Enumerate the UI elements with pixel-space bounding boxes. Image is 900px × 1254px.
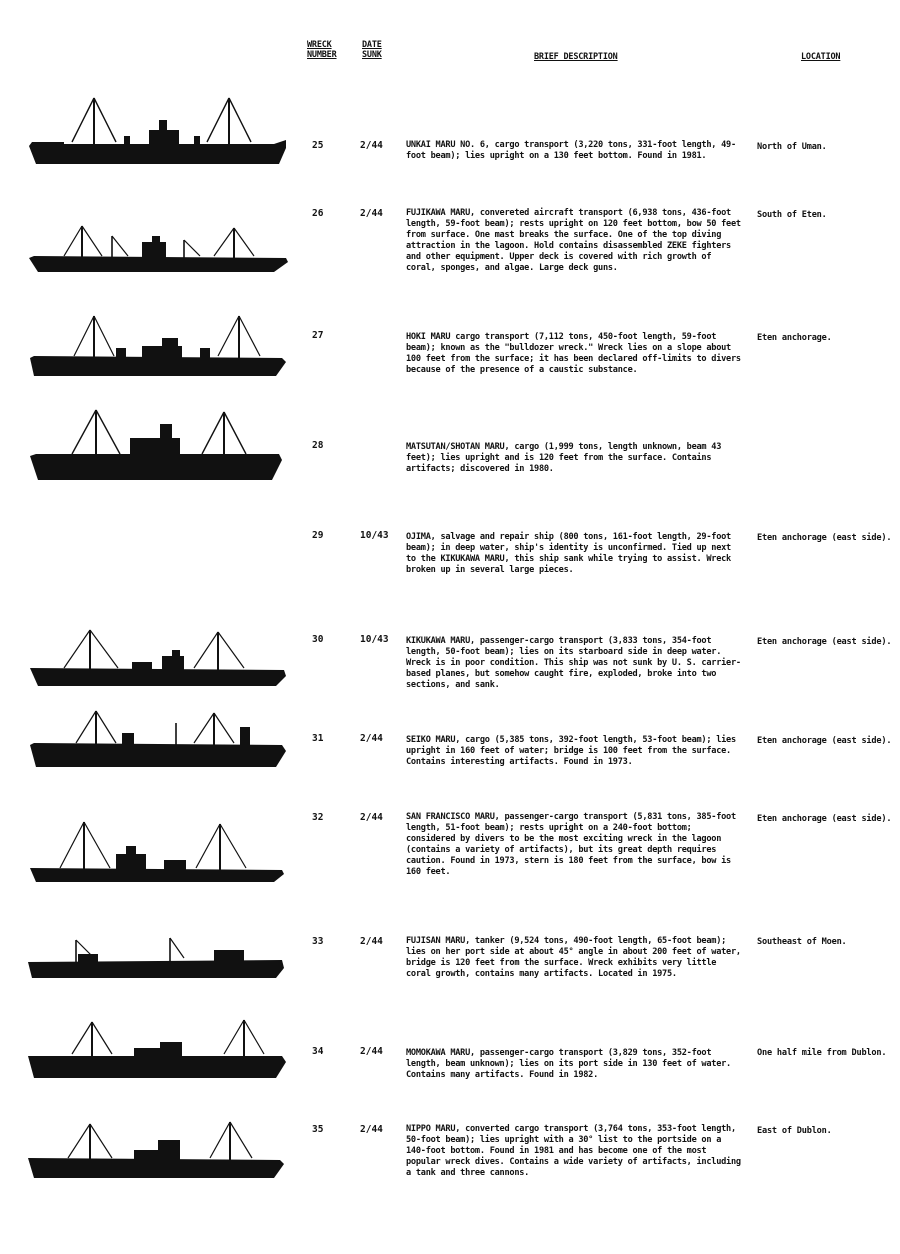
wreck-location: Eten anchorage (east side).: [757, 637, 892, 647]
wreck-number: 31: [312, 733, 324, 744]
wreck-location: Eten anchorage (east side).: [757, 533, 892, 543]
brief-description-header: BRIEF DESCRIPTION: [534, 52, 618, 62]
wreck-description: HOKI MARU cargo transport (7,112 tons, 450-foot length, 59-foot beam); known as the "bulldozer wreck." Wreck lies on a slope about 100 feet from the surface; it has been declared off-limits to divers because of the presence of a caustic substance.: [406, 332, 741, 375]
wreck-number: 34: [312, 1046, 324, 1057]
passenger-cargo-ship-silhouette-icon: [24, 622, 294, 712]
wreck-number: 35: [312, 1124, 324, 1135]
wreck-location: One half mile from Dublon.: [757, 1048, 887, 1058]
wreck-location: South of Eten.: [757, 210, 827, 220]
wreck-description: NIPPO MARU, converted cargo transport (3,764 tons, 353-foot length, 50-foot beam); lies upright with a 30° list to the portside on a 140-foot bottom. Found in 1981 and has become one of the most popular wreck dives. Contains a wide variety of artifacts, including a tank and three cannons.: [406, 1124, 741, 1178]
wreck-number-header: WRECK NUMBER: [307, 40, 337, 60]
date-sunk: 2/44: [360, 1124, 383, 1135]
wreck-description: FUJIKAWA MARU, convereted aircraft transport (6,938 tons, 436-foot length, 59-foot beam); rests upright on 120 feet bottom, bow 50 feet from surface. One mast breaks the surface. One of the top diving attraction in the lagoon. Hold contains disassembled ZEKE fighters and other equipment. Upper deck is covered with rich growth of coral, sponges, and algae. Large deck guns.: [406, 208, 741, 273]
wreck-number: 25: [312, 140, 324, 151]
date-sunk: 2/44: [360, 208, 383, 219]
wreck-description: MATSUTAN/SHOTAN MARU, cargo (1,999 tons, length unknown, beam 43 feet); lies upright and is 120 feet from the surface. Contains artifacts; discovered in 1980.: [406, 442, 722, 474]
date-sunk: 10/43: [360, 530, 389, 541]
wreck-description: UNKAI MARU NO. 6, cargo transport (3,220 tons, 331-foot length, 49-foot beam); lies upright on a 130 feet bottom. Found in 1981.: [406, 140, 736, 161]
wreck-description: SEIKO MARU, cargo (5,385 tons, 392-foot length, 53-foot beam); lies upright in 160 feet of water; bridge is 100 feet from the surface. Contains interesting artifacts. Found in 1973.: [406, 735, 736, 767]
wreck-number: 32: [312, 812, 324, 823]
date-sunk: 2/44: [360, 733, 383, 744]
passenger-cargo-ship-silhouette-icon: [24, 1012, 294, 1102]
location-header: LOCATION: [801, 52, 841, 62]
wreck-description: SAN FRANCISCO MARU, passenger-cargo transport (5,831 tons, 385-foot length, 51-foot beam); rests upright on a 240-foot bottom; considered by divers to be the most exciting wreck in the lagoon (contains a variety of artifacts), but its great depth requires caution. Found in 1973, stern is 180 feet from the surface, bow is 160 feet.: [406, 812, 736, 877]
wreck-location: Eten anchorage.: [757, 333, 832, 343]
aircraft-transport-silhouette-icon: [24, 200, 294, 290]
date-sunk: 2/44: [360, 936, 383, 947]
cargo-ship-silhouette-icon: [24, 705, 294, 795]
wreck-number: 27: [312, 330, 324, 341]
wreck-description: KIKUKAWA MARU, passenger-cargo transport (3,833 tons, 354-foot length, 50-foot beam); lies on its starboard side in deep water. Wreck is in poor condition. This ship was not sunk by U. S. carrier-based planes, but somehow caught fire, exploded, broke into two sections, and sank.: [406, 636, 741, 690]
wreck-description: FUJISAN MARU, tanker (9,524 tons, 490-foot length, 65-foot beam); lies on her port side at about 45° angle in about 200 feet of water, bridge is 120 feet from the surface. Wreck exhibits very little coral growth, contains many artifacts. Located in 1975.: [406, 936, 741, 979]
date-sunk: 2/44: [360, 140, 383, 151]
wreck-description: MOMOKAWA MARU, passenger-cargo transport (3,829 tons, 352-foot length, beam unknown); lies on its port side in 130 feet of water. Contains many artifacts. Found in 1982.: [406, 1048, 731, 1080]
wreck-location: East of Dublon.: [757, 1126, 832, 1136]
wreck-location: Eten anchorage (east side).: [757, 736, 892, 746]
date-sunk: 2/44: [360, 812, 383, 823]
wreck-number: 30: [312, 634, 324, 645]
wreck-location: North of Uman.: [757, 142, 827, 152]
wreck-location: Southeast of Moen.: [757, 937, 847, 947]
date-sunk-header: DATE SUNK: [362, 40, 382, 60]
passenger-cargo-ship-silhouette-icon: [24, 800, 294, 890]
cargo-ship-silhouette-icon: [24, 90, 294, 180]
wreck-number: 28: [312, 440, 324, 451]
date-sunk: 2/44: [360, 1046, 383, 1057]
wreck-number: 29: [312, 530, 324, 541]
wreck-location: Eten anchorage (east side).: [757, 814, 892, 824]
wreck-number: 33: [312, 936, 324, 947]
wreck-number: 26: [312, 208, 324, 219]
date-sunk: 10/43: [360, 634, 389, 645]
cargo-ship-silhouette-icon: [24, 404, 294, 494]
cargo-ship-silhouette-icon: [24, 306, 294, 396]
cargo-ship-silhouette-icon: [24, 1110, 294, 1200]
tanker-silhouette-icon: [24, 928, 294, 1018]
wreck-description: OJIMA, salvage and repair ship (800 tons, 161-foot length, 29-foot beam); in deep water, ship's identity is unconfirmed. Tied up next to the KIKUKAWA MARU, this ship sank while trying to assist. Wreck broken up in several large pieces.: [406, 532, 731, 575]
